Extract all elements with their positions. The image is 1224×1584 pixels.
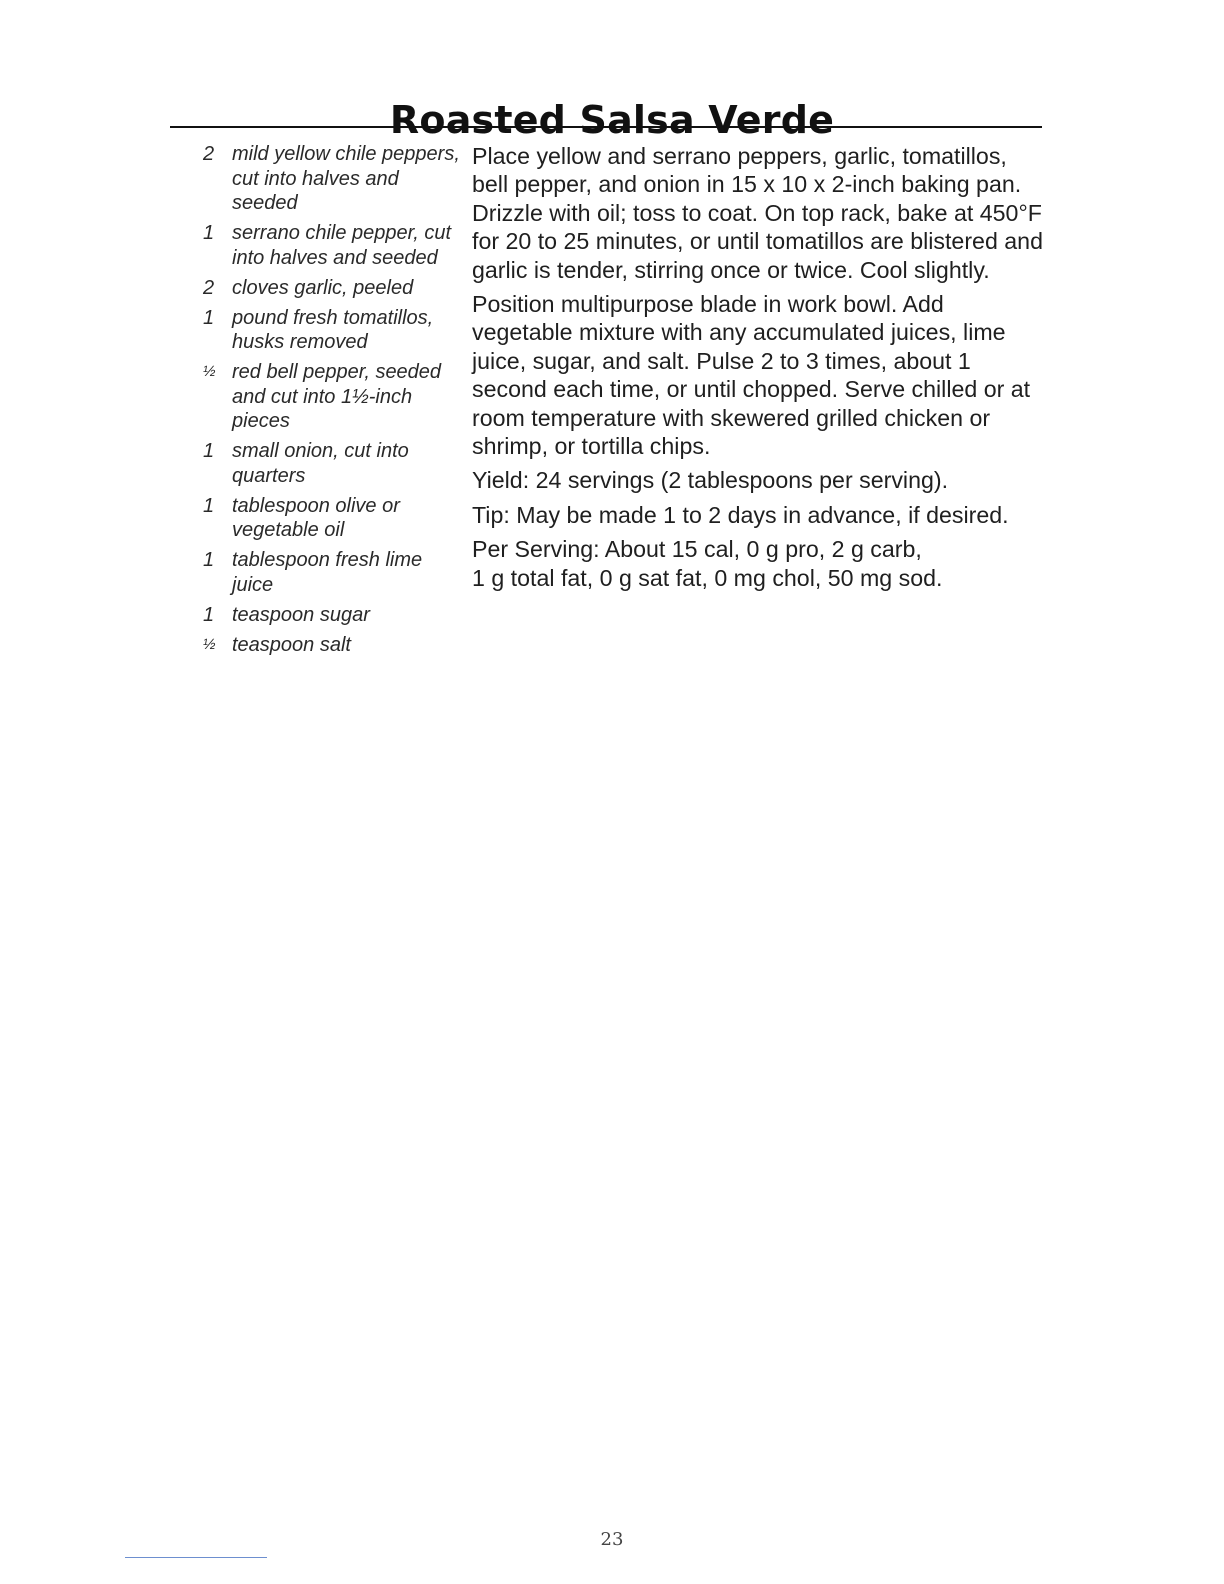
nutrition-line-1: Per Serving: About 15 cal, 0 g pro, 2 g carb,	[472, 536, 922, 563]
ingredient-text: mild yellow chile peppers, cut into halves and seeded	[232, 143, 460, 214]
ingredient-quantity: 1	[203, 222, 215, 244]
ingredient-text: pound fresh tomatillos, husks removed	[232, 306, 434, 353]
footer-divider	[125, 1557, 267, 1558]
ingredient-quantity: ½	[203, 635, 216, 653]
ingredient-quantity: 1	[203, 306, 215, 329]
ingredient-item	[200, 633, 462, 658]
method-step-process: Position multipurpose blade in work bowl. Add vegetable mixture with any accumulated juices, lime juice, sugar, and salt. Pulse 2 to 3 times, about 1 second each time, or until chopped. Serve chilled or at room temperature with skewered grilled chicken or shrimp, or tortilla chips.	[472, 291, 1031, 460]
ingredient-item	[200, 276, 462, 301]
ingredient-quantity: 2	[203, 143, 215, 165]
ingredient-text: small onion, cut into quarters	[232, 440, 409, 487]
ingredient-text: serrano chile pepper, cut into halves and seeded	[232, 222, 452, 269]
yield-text: Yield: 24 servings (2 tablespoons per serving).	[472, 467, 949, 494]
nutrition-line-2: 1 g total fat, 0 g sat fat, 0 mg chol, 50 mg sod.	[472, 564, 943, 591]
ingredient-quantity: 1	[203, 494, 215, 517]
method-column	[472, 142, 1044, 598]
ingredient-text: cloves garlic, peeled	[232, 276, 414, 299]
ingredient-item	[200, 494, 462, 543]
ingredient-item	[200, 603, 462, 628]
ingredient-item	[200, 221, 462, 270]
ingredient-quantity: ½	[203, 363, 216, 380]
ingredient-text: teaspoon sugar	[232, 603, 370, 626]
ingredient-text: red bell pepper, seeded and cut into 1½-inch pieces	[232, 361, 442, 432]
ingredient-item	[200, 360, 462, 434]
ingredient-item	[200, 439, 462, 488]
ingredient-quantity: 2	[203, 276, 215, 299]
ingredient-item	[200, 548, 462, 597]
page-title: Roasted Salsa Verde	[389, 98, 835, 143]
ingredient-text: tablespoon fresh lime juice	[232, 549, 423, 596]
title-divider	[170, 126, 1042, 128]
ingredient-item	[200, 142, 462, 216]
ingredient-quantity: 1	[203, 603, 215, 626]
page-number: 23	[600, 1529, 624, 1550]
method-step-roast: Place yellow and serrano peppers, garlic, tomatillos, bell pepper, and onion in 15 x 10 x 2-inch baking pan. Drizzle with oil; toss to coat. On top rack, bake at 450°F for 20 to 25 minutes, or until tomatillos are blistered and garlic is tender, stirring once or twice. Cool slightly.	[472, 143, 1043, 283]
ingredient-quantity: 1	[203, 440, 215, 462]
tip-text: Tip: May be made 1 to 2 days in advance, if desired.	[472, 501, 1009, 528]
ingredient-text: teaspoon salt	[232, 633, 351, 656]
nutrition-info	[472, 535, 1044, 592]
ingredient-list	[200, 142, 462, 663]
ingredient-text: tablespoon olive or vegetable oil	[232, 494, 400, 541]
ingredient-quantity: 1	[203, 549, 215, 571]
ingredient-item	[200, 306, 462, 355]
